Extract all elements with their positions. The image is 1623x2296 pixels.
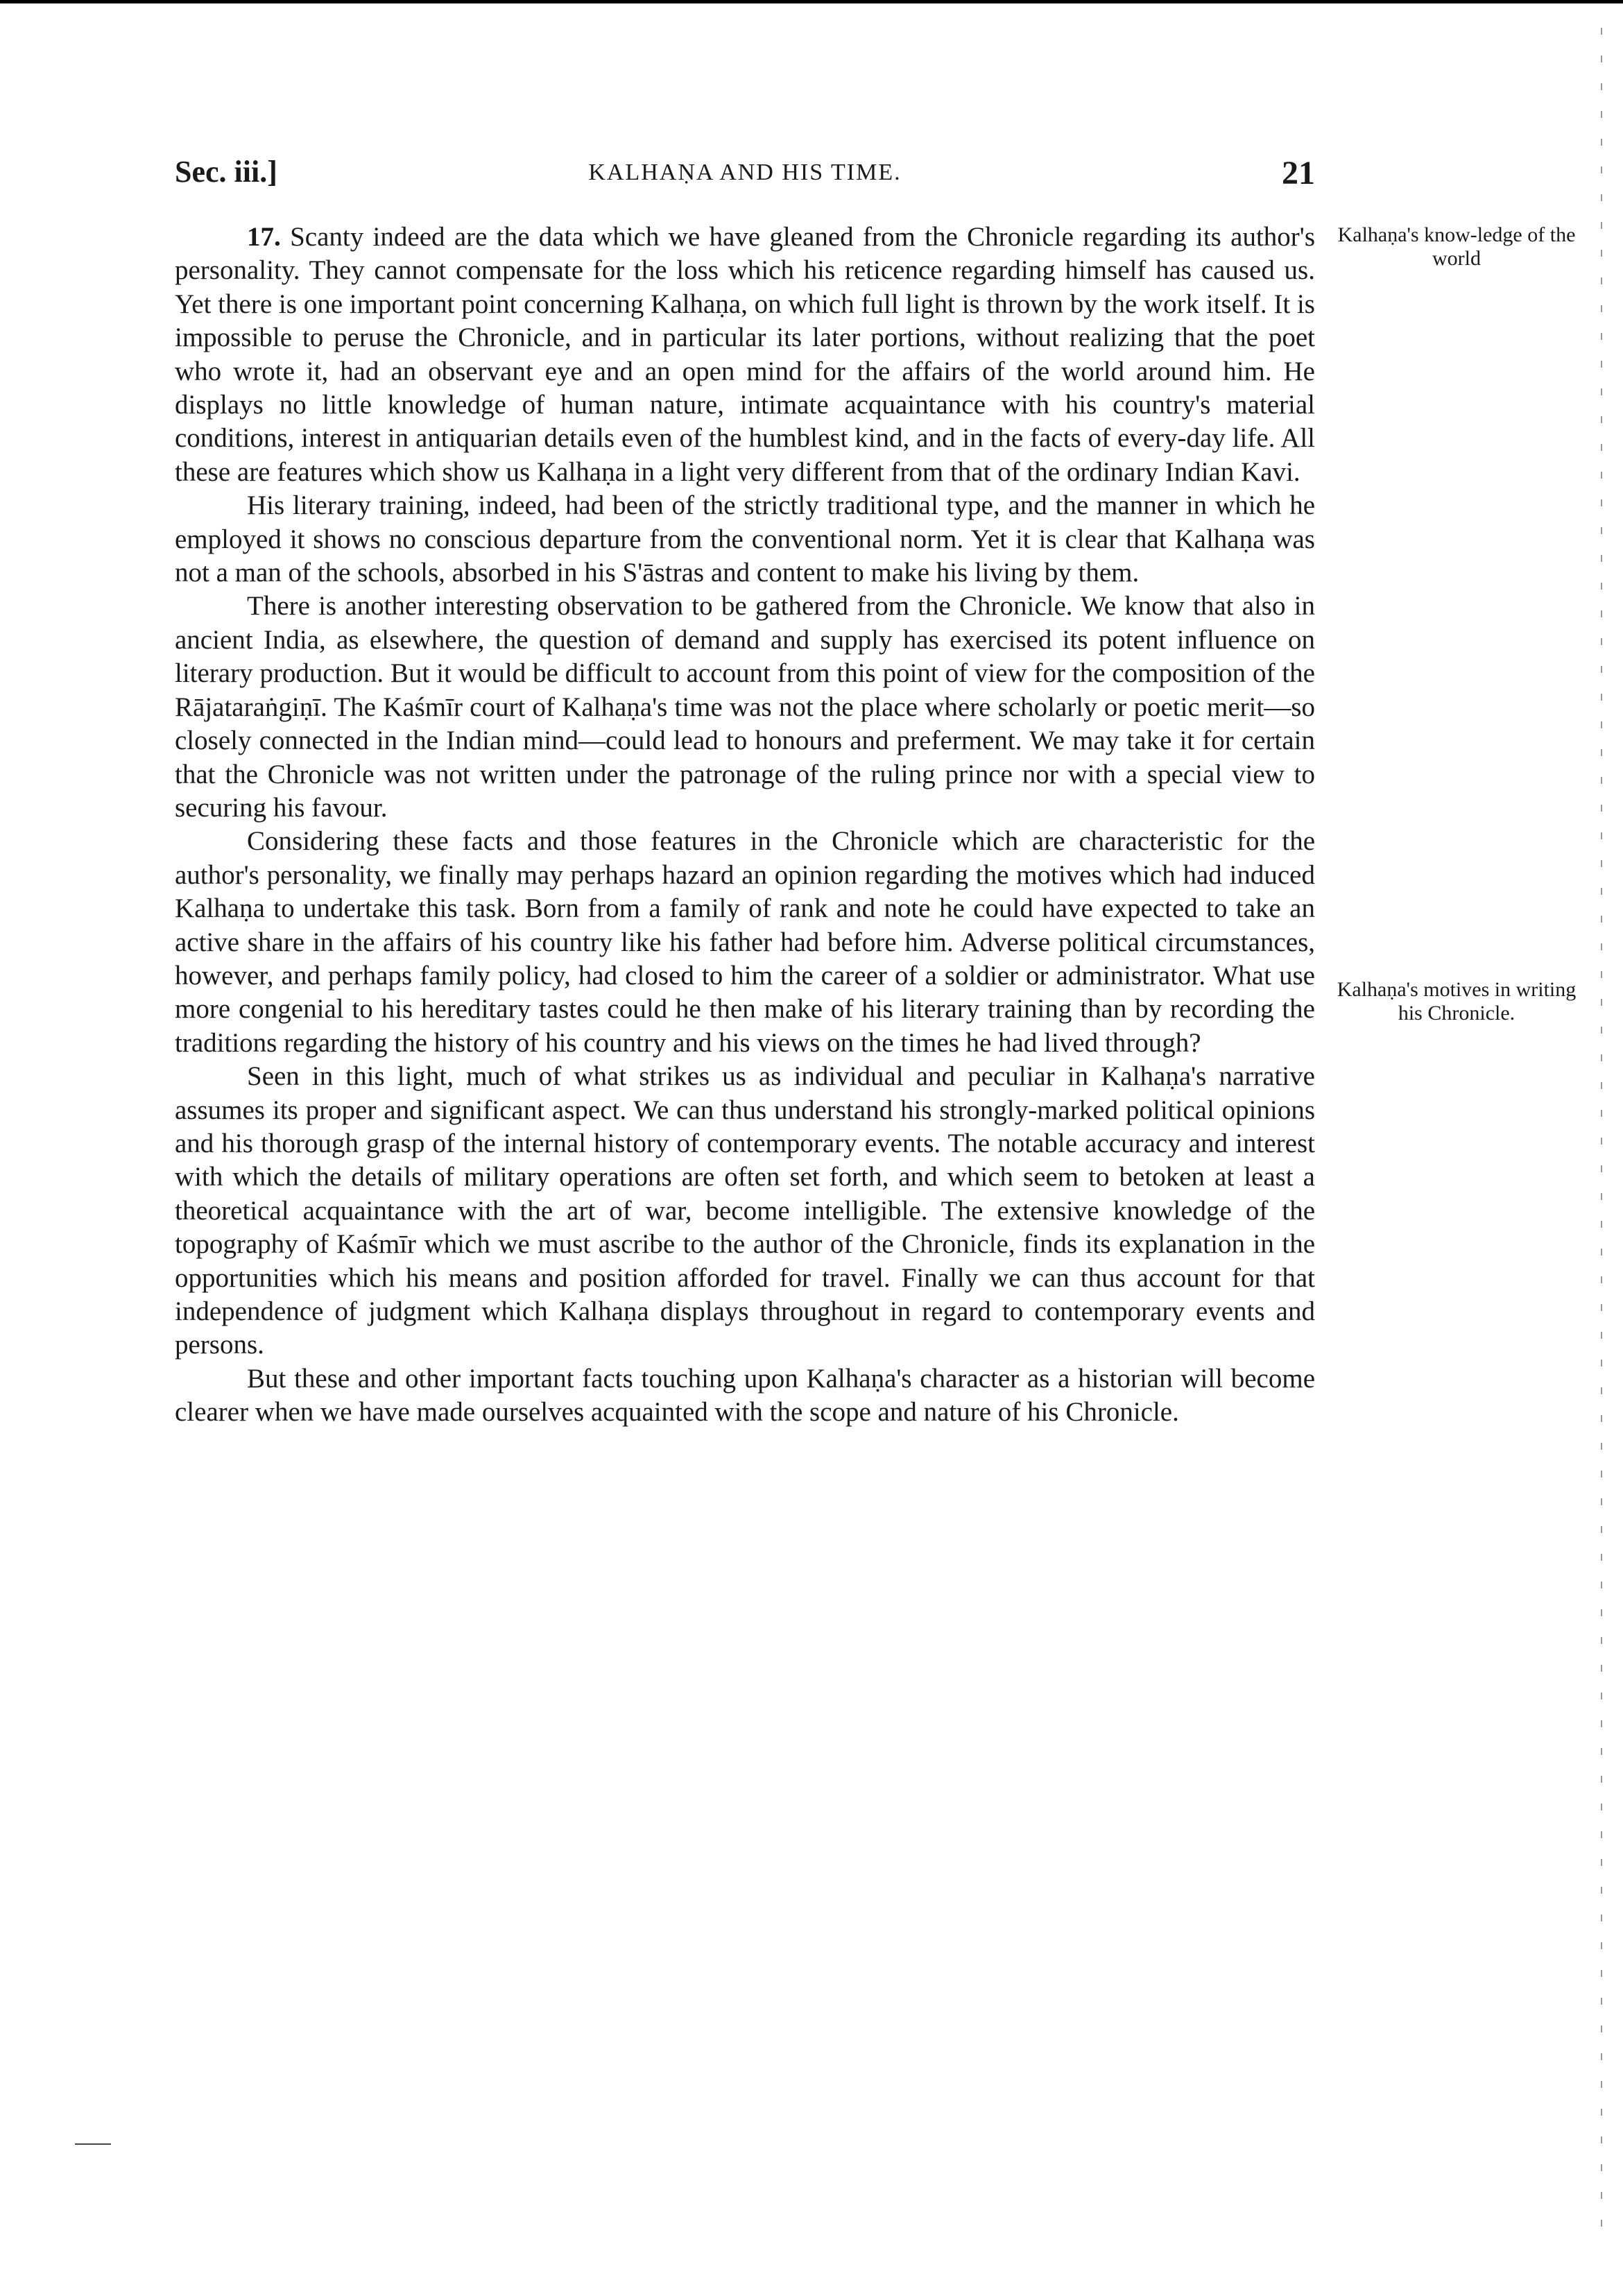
paragraph: [175, 1060, 1315, 1362]
page-edge-mark: [1601, 28, 1602, 2247]
paragraph-number: 17.: [247, 222, 281, 252]
paragraph-17: [175, 221, 1315, 489]
margin-note-motives: Kalhaṇa's motives in writing his Chronicle.: [1337, 978, 1577, 1025]
top-border: [0, 0, 1623, 3]
paragraph-text: Scanty indeed are the data which we have gleaned from the Chronicle regarding its author's personality. They cannot compensate for the loss which his reticence regarding himself has caused us. Yet there is one important point concerning Kalhaṇa, on which full light is thrown by the work itself. It is impossible to peruse the Chronicle, and in particular its later portions, without realizing that the poet who wrote it, had an observant eye and an open mind for the affairs of the world around him. He displays no little knowledge of human nature, intimate acquaintance with his country's material conditions, interest in antiquarian details even of the humblest kind, and in the facts of every-day life. All these are features which show us Kalhaṇa in a light very different from that of the ordinary Indian Kavi.: [175, 222, 1315, 487]
paragraph-text: Seen in this light, much of what strikes us as individual and peculiar in Kalhaṇa's narrative assumes its proper and significant aspect. We can thus understand his strongly-marked political opinions and his thorough grasp of the internal history of contemporary events. The notable accuracy and interest with which the details of military operations are often set forth, and which seem to betoken at least a theoretical acquaintance with the art of war, become intelligible. The extensive knowledge of the topography of Kaśmīr which we must ascribe to the author of the Chronicle, finds its explanation in the opportunities which his means and position afforded for travel. Finally we can thus account for that independence of judgment which Kalhaṇa displays throughout in regard to contemporary events and persons.: [175, 1061, 1315, 1360]
page-number: 21: [1282, 155, 1315, 191]
running-title: KALHAṆA AND HIS TIME.: [588, 160, 902, 185]
paragraph-text: There is another interesting observation to be gathered from the Chronicle. We know that also in ancient India, as elsewhere, the question of demand and supply has exercised its potent influence on literary production. But it would be difficult to account from this point of view for the composition of the Rājataraṅgiṇī. The Kaśmīr court of Kalhaṇa's time was not the place where scholarly or poetic merit—so closely connected in the Indian mind—could lead to honours and preferment. We may take it for certain that the Chronicle was not written under the patronage of the ruling prince nor with a special view to securing his favour.: [175, 591, 1315, 823]
paragraph-text: Considering these facts and those features in the Chronicle which are characteristic for the author's personality, we finally may perhaps hazard an opinion regarding the motives which had induced Kalhaṇa to undertake this task. Born from a family of rank and note he could have expected to take an active share in the affairs of his country like his father had before him. Adverse political circumstances, however, and perhaps family policy, had closed to him the career of a soldier or administrator. What use more congenial to his hereditary tastes could he then make of his literary training than by recording the traditions regarding the history of his country and his views on the times he had lived through?: [175, 826, 1315, 1058]
paragraph-text: But these and other important facts touching upon Kalhaṇa's character as a historian will become clearer when we have made ourselves acquainted with the scope and nature of his Chronicle.: [175, 1363, 1315, 1428]
paragraph: [175, 489, 1315, 590]
paragraph-text: His literary training, indeed, had been of the strictly traditional type, and the manner in which he employed it shows no conscious departure from the conventional norm. Yet it is clear that Kalhaṇa was not a man of the schools, absorbed in his S'āstras and content to make his living by them.: [175, 490, 1315, 588]
footer-mark: [75, 2143, 111, 2145]
paragraph: [175, 825, 1315, 1060]
paragraph: [175, 590, 1315, 825]
body-text: [175, 221, 1315, 1430]
section-label: Sec. iii.]: [175, 155, 277, 189]
running-header: [175, 154, 1315, 196]
paragraph: [175, 1362, 1315, 1430]
margin-note-knowledge: Kalhaṇa's know-ledge of the world: [1337, 223, 1576, 270]
